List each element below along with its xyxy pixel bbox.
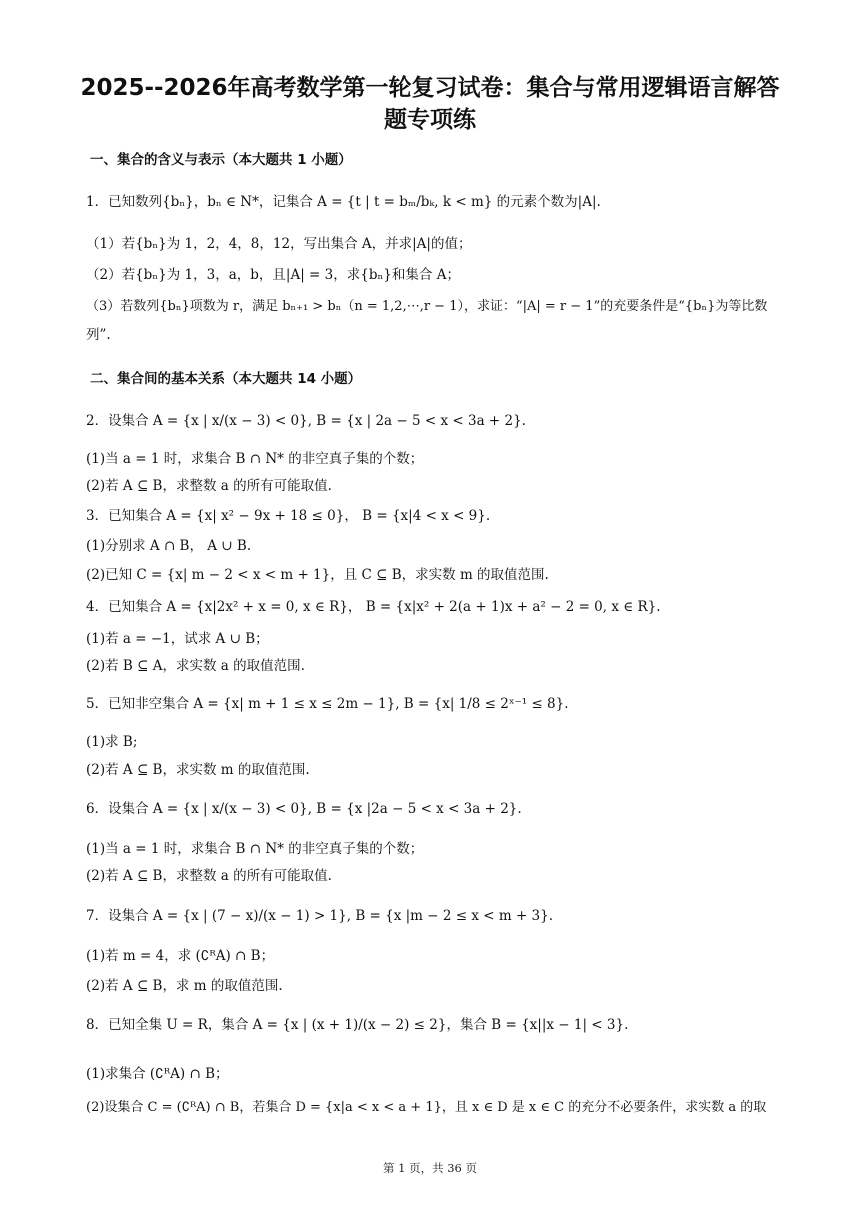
question-1-part-2: （2）若{bₙ}为 1，3，a，b，且|A| = 3，求{bₙ}和集合 A； <box>86 267 460 283</box>
question-3-stem: 3．已知集合 A = {x| x² − 9x + 18 ≤ 0}， B = {x|4 < x < 9}. <box>86 508 491 524</box>
question-8-part-2: (2)设集合 C = (∁ᴿA) ∩ B，若集合 D = {x|a < x < a + 1}，且 x ∈ D 是 x ∈ C 的充分不必要条件，求实数 a 的取 <box>86 1100 767 1115</box>
question-5-stem: 5．已知非空集合 A = {x| m + 1 ≤ x ≤ 2m − 1}, B = {x| 1/8 ≤ 2ˣ⁻¹ ≤ 8}. <box>86 696 569 712</box>
question-5-part-1: (1)求 B; <box>86 734 138 750</box>
question-1-part-3-cont: 列”. <box>86 327 111 343</box>
question-2-stem: 2．设集合 A = {x | x/(x − 3) < 0}, B = {x | 2a − 5 < x < 3a + 2}. <box>86 413 526 429</box>
question-1-part-1: （1）若{bₙ}为 1，2，4，8，12，写出集合 A，并求|A|的值； <box>86 236 472 252</box>
question-2-part-2: (2)若 A ⊆ B，求整数 a 的所有可能取值. <box>86 478 332 494</box>
question-6-part-1: (1)当 a = 1 时，求集合 B ∩ N* 的非空真子集的个数； <box>86 841 424 857</box>
question-1-stem: 1．已知数列{bₙ}，bₙ ∈ N*，记集合 A = {t | t = bₘ/bₖ, k < m} 的元素个数为|A|. <box>86 194 601 210</box>
question-7-part-1: (1)若 m = 4，求 (∁ᴿA) ∩ B； <box>86 948 275 964</box>
question-7-stem: 7．设集合 A = {x | (7 − x)/(x − 1) > 1}, B = {x |m − 2 ≤ x < m + 3}. <box>86 908 554 924</box>
question-6-part-2: (2)若 A ⊆ B，求整数 a 的所有可能取值. <box>86 868 332 884</box>
question-3-part-2: (2)已知 C = {x| m − 2 < x < m + 1}，且 C ⊆ B，求实数 m 的取值范围. <box>86 567 549 583</box>
page-footer: 第 1 页，共 36 页 <box>382 1161 478 1175</box>
question-6-stem: 6．设集合 A = {x | x/(x − 3) < 0}, B = {x |2a − 5 < x < 3a + 2}. <box>86 801 522 817</box>
section-heading: 二、集合间的基本关系（本大题共 14 小题） <box>90 371 362 387</box>
section-heading: 一、集合的含义与表示（本大题共 1 小题） <box>90 152 352 168</box>
question-8-part-1: (1)求集合 (∁ᴿA) ∩ B； <box>86 1066 229 1082</box>
question-1-part-3: （3）若数列{bₙ}项数为 r，满足 bₙ₊₁ > bₙ（n = 1,2,⋯,r − 1），求证：“|A| = r − 1”的充要条件是“{bₙ}为等比数 <box>86 299 768 314</box>
question-4-stem: 4．已知集合 A = {x|2x² + x = 0, x ∈ R}， B = {x|x² + 2(a + 1)x + a² − 2 = 0, x ∈ R}. <box>86 599 661 615</box>
question-3-part-1: (1)分别求 A ∩ B， A ∪ B. <box>86 538 252 554</box>
question-2-part-1: (1)当 a = 1 时，求集合 B ∩ N* 的非空真子集的个数； <box>86 451 424 467</box>
document-title-line-1: 2025--2026年高考数学第一轮复习试卷：集合与常用逻辑语言解答 <box>80 75 780 101</box>
question-8-stem: 8．已知全集 U = R，集合 A = {x | (x + 1)/(x − 2) ≤ 2}，集合 B = {x||x − 1| < 3}. <box>86 1017 629 1033</box>
question-4-part-2: (2)若 B ⊆ A，求实数 a 的取值范围. <box>86 658 305 674</box>
question-5-part-2: (2)若 A ⊆ B，求实数 m 的取值范围. <box>86 762 310 778</box>
question-4-part-1: (1)若 a = −1，试求 A ∪ B； <box>86 631 269 647</box>
document-title-line-2: 题专项练 <box>384 107 476 133</box>
question-7-part-2: (2)若 A ⊆ B，求 m 的取值范围. <box>86 978 283 994</box>
